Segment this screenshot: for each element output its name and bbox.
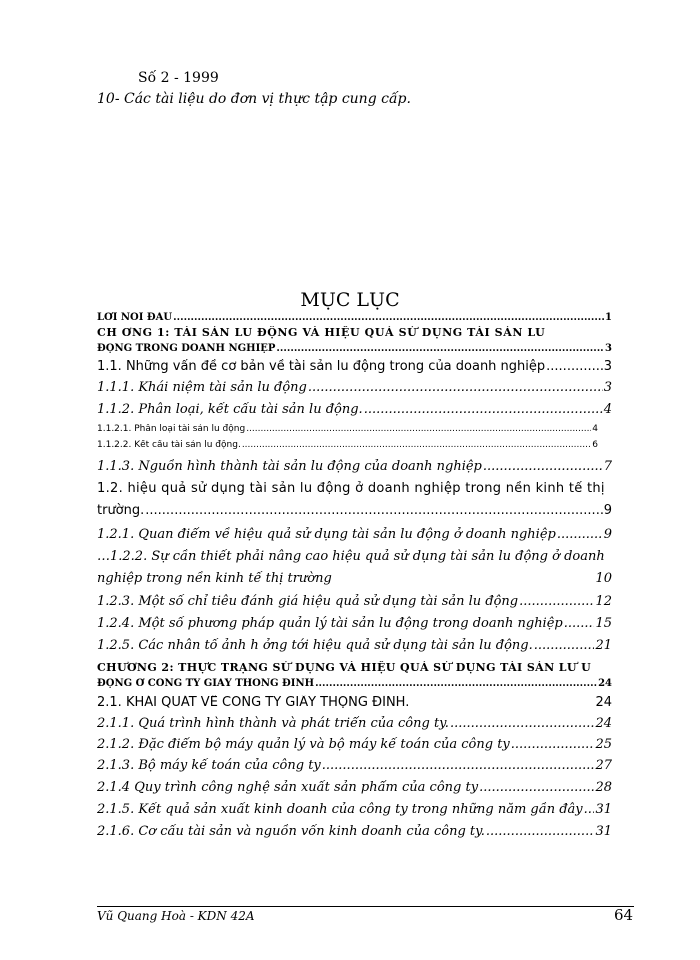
toc-entry-page: 31 bbox=[595, 802, 612, 817]
footer-author: Vũ Quang Hoà - KDN 42A bbox=[97, 909, 255, 923]
toc-entry-text: …1.2.2. Sự cần thiết phải nâng cao hiệu quả sử dụng tài sản lu động ở doanh bbox=[97, 549, 605, 564]
toc-entry-text: 2.1.1. Quá trình hình thành và phát triển của công ty. bbox=[97, 716, 449, 731]
toc-entry-text: trường. bbox=[97, 503, 145, 518]
toc-entry-text: 1.1.2.2. Kết cấu tài sản lu động. bbox=[97, 440, 241, 450]
toc-entry-2-1-4[interactable] bbox=[97, 780, 612, 802]
toc-entry-text: 2.1.6. Cơ cấu tài sản và nguồn vốn kinh doanh của công ty. bbox=[97, 824, 485, 839]
toc-entry-text: 1.2.4. Một số phương pháp quản lý tài sản lu động trong doanh nghiệp bbox=[97, 616, 563, 631]
toc-entry-page: 3 bbox=[605, 343, 612, 354]
toc-entry-chapter-2-line-2[interactable] bbox=[97, 678, 612, 695]
toc-entry-1-1-2-1[interactable] bbox=[97, 424, 612, 440]
reference-line-2: 10- Các tài liệu do đơn vị thực tập cung cấp. bbox=[97, 91, 411, 107]
toc-entry-page: 24 bbox=[598, 678, 612, 689]
toc-entry-page: 7 bbox=[603, 459, 612, 474]
toc-entry-1-2-2-line-1[interactable] bbox=[97, 549, 612, 571]
toc-entry-page: 4 bbox=[592, 424, 598, 434]
toc-entry-1-2-1[interactable] bbox=[97, 527, 612, 549]
toc-entry-1-1-2-2[interactable] bbox=[97, 440, 612, 459]
reference-line-1: Số 2 - 1999 bbox=[138, 70, 219, 86]
toc-entry-1-2-line-2[interactable] bbox=[97, 503, 612, 527]
toc-entry-page: 21 bbox=[595, 638, 612, 653]
toc-entry-text: 1.1. Những vấn đề cơ bản về tài sản lu động trong của doanh nghiệp bbox=[97, 359, 546, 374]
page-number: 64 bbox=[614, 906, 634, 924]
toc-entry-text: 1.1.2.1. Phân loại tài sản lu động bbox=[97, 424, 246, 434]
footer-divider bbox=[97, 906, 634, 907]
toc-entry-page: 31 bbox=[595, 824, 612, 839]
toc-entry-chapter-2-line-1[interactable] bbox=[97, 661, 612, 678]
toc-entry-text: 1.1.2. Phân loại, kết cấu tài sản lu động. bbox=[97, 402, 363, 417]
toc-entry-2-1-2[interactable] bbox=[97, 737, 612, 758]
toc-entry-page: 12 bbox=[595, 594, 612, 609]
toc-entry-text: 2.1.3. Bộ máy kế toán của công ty bbox=[97, 758, 321, 773]
toc-entry-text: 1.2.3. Một số chỉ tiêu đánh giá hiệu quả sử dụng tài sản lu động bbox=[97, 594, 519, 609]
toc-entry-1-1[interactable] bbox=[97, 359, 612, 380]
toc-entry-1-1-1[interactable] bbox=[97, 380, 612, 402]
toc-entry-text: 1.2.5. Các nhân tố ảnh h ởng tới hiệu quả sử dụng tài sản lu động. bbox=[97, 638, 533, 653]
toc-entry-page: 9 bbox=[603, 527, 612, 542]
toc-entry-text: 1.2. hiệu quả sử dụng tài sản lu động ở doanh nghiệp trong nền kinh tế thị bbox=[97, 481, 605, 496]
toc-entry-page: 25 bbox=[595, 737, 612, 752]
toc-entry-page: 28 bbox=[595, 780, 612, 795]
toc-entry-text: CHƯƠNG 2: THỰC TRẠNG SỬ DỤNG VÀ HIỆU QUẢ SỬ DỤNG TÀI SẢN LƯ U bbox=[97, 661, 592, 674]
toc-title: MỤC LỤC bbox=[300, 289, 400, 311]
toc-entry-text: ĐỘNG Ở CÔNG TY GIẤY THONG ĐỈNH bbox=[97, 678, 315, 689]
toc-entry-2-1-5[interactable] bbox=[97, 802, 612, 824]
toc-entry-text: CH ƠNG 1: TÀI SẢN LU ĐỘNG VÀ HIỆU QUẢ SỬ DỤNG TÀI SẢN LU bbox=[97, 326, 546, 339]
toc-entry-2-1-3[interactable] bbox=[97, 758, 612, 780]
toc-entry-1-2-line-1[interactable] bbox=[97, 481, 612, 503]
toc-entry-1-1-3[interactable] bbox=[97, 459, 612, 481]
toc-entry-page: 9 bbox=[603, 503, 612, 518]
toc-entry-1-2-3[interactable] bbox=[97, 594, 612, 616]
toc-entry-page: 15 bbox=[595, 616, 612, 631]
toc-entry-page: 6 bbox=[592, 440, 598, 450]
toc-entry-text: nghiệp trong nền kinh tế thị trường bbox=[97, 571, 332, 586]
toc-entry-chapter-1-line-1[interactable] bbox=[97, 326, 612, 343]
toc-entry-1-2-2-line-2[interactable] bbox=[97, 571, 612, 594]
toc-entry-text: 1.2.1. Quan điểm về hiệu quả sử dụng tài sản lu động ở doanh nghiệp bbox=[97, 527, 556, 542]
toc-entry-page: 27 bbox=[595, 758, 612, 773]
toc-entry-2-1-6[interactable] bbox=[97, 824, 612, 846]
toc-entry-2-1-1[interactable] bbox=[97, 716, 612, 737]
toc-entry-text: 1.1.1. Khái niệm tài sản lu động bbox=[97, 380, 307, 395]
toc-entry-1-2-5[interactable] bbox=[97, 638, 612, 661]
toc-entry-chapter-1-line-2[interactable] bbox=[97, 343, 612, 359]
toc-entry-text: 2.1.2. Đặc điểm bộ máy quản lý và bộ máy kế toán của công ty bbox=[97, 737, 510, 752]
toc-entry-page: 3 bbox=[603, 380, 612, 395]
toc-entry-loi-noi-dau[interactable] bbox=[97, 312, 612, 326]
toc-entry-2-1[interactable] bbox=[97, 695, 612, 716]
toc-entry-text: 2.1. KHÁI QUÁT VỀ CÔNG TY GIẤY THỌNG ĐỈNH. bbox=[97, 695, 410, 710]
toc-entry-1-1-2[interactable] bbox=[97, 402, 612, 424]
toc-entry-page: 10 bbox=[595, 571, 612, 586]
toc-entry-page: 3 bbox=[603, 359, 612, 374]
toc-entry-page: 24 bbox=[595, 716, 612, 731]
toc-entry-text: ĐỘNG TRONG DOANH NGHIỆP bbox=[97, 343, 276, 354]
toc-entry-page: 4 bbox=[603, 402, 612, 417]
table-of-contents bbox=[97, 312, 612, 846]
toc-entry-page: 24 bbox=[595, 695, 612, 710]
toc-entry-text: LỜI NÓI ĐẦU bbox=[97, 312, 173, 323]
toc-entry-page: 1 bbox=[605, 312, 612, 323]
toc-entry-1-2-4[interactable] bbox=[97, 616, 612, 638]
toc-entry-text: 2.1.5. Kết quả sản xuất kinh doanh của công ty trong những năm gần đây bbox=[97, 802, 583, 817]
toc-entry-text: 2.1.4 Quy trình công nghệ sản xuất sản phẩm của công ty bbox=[97, 780, 479, 795]
toc-entry-text: 1.1.3. Nguồn hình thành tài sản lu động của doanh nghiệp bbox=[97, 459, 482, 474]
